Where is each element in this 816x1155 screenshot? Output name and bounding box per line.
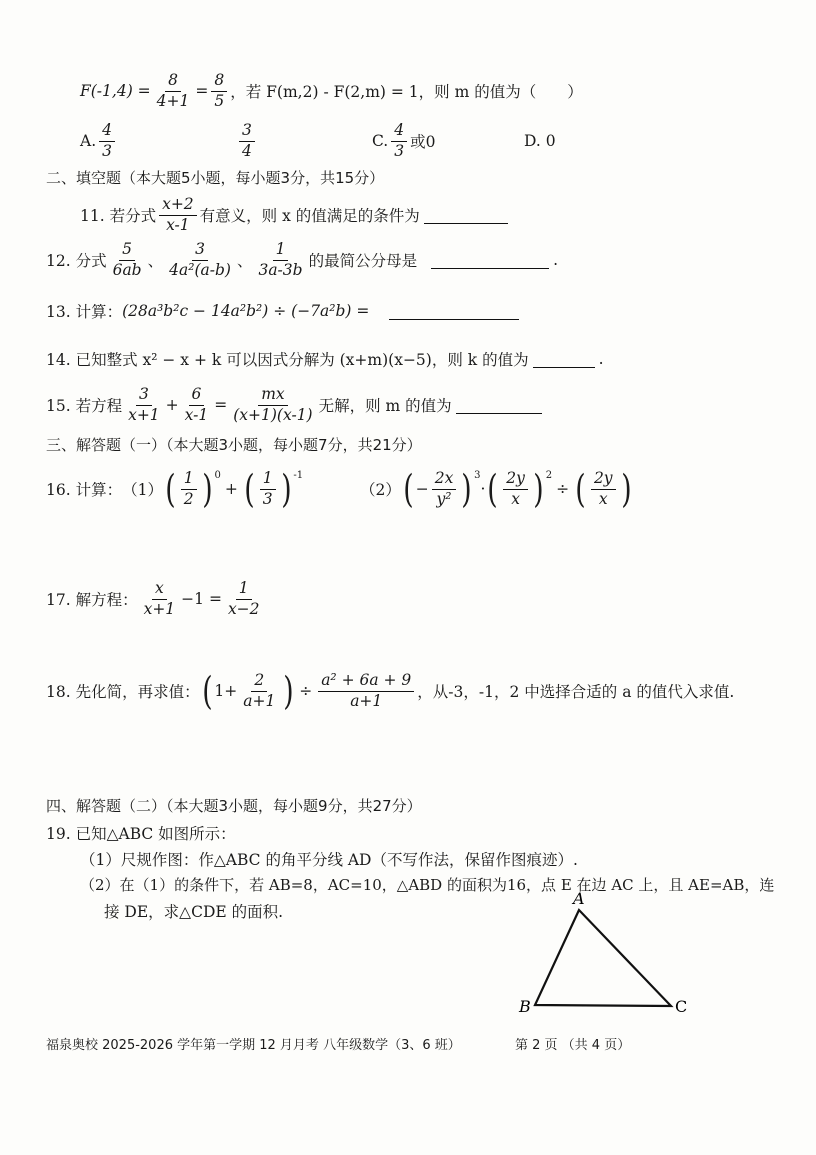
q19-line3: （2）在（1）的条件下，若 AB=8，AC=10，△ABD 的面积为16，点 E 在边 AC 上，且 AE=AB，连 bbox=[80, 876, 775, 894]
triangle-abc bbox=[535, 910, 671, 1006]
footer-page-number: 第 2 页 （共 4 页） bbox=[515, 1038, 631, 1053]
q10-stem: F(-1,4) = $\frac{8}{4+1}$ = $\frac{8}{5}$ ，若 F(m,2) - F(2,m) = 1，则 m 的值为（ ） bbox=[80, 71, 583, 110]
q10-option-a: A. $\frac{4}{3}$ bbox=[80, 122, 118, 161]
q19-line4: 接 DE，求△CDE 的面积. bbox=[104, 903, 284, 921]
vertex-a-label: A bbox=[573, 890, 585, 908]
section-2-heading: 二、填空题（本大题5小题，每小题3分，共15分） bbox=[46, 169, 385, 187]
q12: 12. 分式 $\frac{5}{6ab}$ 、 $\frac{3}{\text{4a²(a-b)}}$ 、 $\frac{1}{3a-3b}$ 的最简公分母是 . bbox=[46, 240, 559, 279]
q17: 17. 解方程： $\frac{x}{x+1}$ −1 = $\frac{1}{x-2}$ bbox=[46, 579, 260, 618]
q13: 13. 计算： (28a³b²c − 14a²b²) ÷ (−7a²b) = bbox=[46, 300, 523, 322]
q19-line2: （1）尺规作图：作△ABC 的角平分线 AD（不写作法，保留作图痕迹）. bbox=[80, 851, 578, 869]
footer-school: 福泉奥校 2025-2026 学年第一学期 12 月月考 八年级数学（3、6 班） bbox=[46, 1038, 461, 1053]
q10-option-d: D. 0 bbox=[524, 132, 556, 150]
answer-blank[interactable] bbox=[389, 303, 519, 320]
answer-blank[interactable] bbox=[431, 252, 549, 269]
q14: 14. 已知整式 x² − x + k 可以因式分解为 (x+m)(x−5)，则 k 的值为 . bbox=[46, 350, 604, 369]
q16-part2: （2） ( − $\frac{2x}{\text{y²}}$ ) $^3$ · ( $\frac{2y}{x}$ ) $^2$ ÷ ( $\frac{2y}{x}$ ) bbox=[360, 467, 632, 512]
section-3-heading: 三、解答题（一）（本大题3小题，每小题7分，共21分） bbox=[46, 436, 422, 454]
vertex-c-label: C bbox=[675, 997, 688, 1016]
fraction: $\frac{8}{4+1}$ bbox=[156, 71, 190, 110]
q19-line1: 19. 已知△ABC 如图所示： bbox=[46, 825, 236, 843]
vertex-b-label: B bbox=[519, 997, 531, 1016]
q11: 11. 若分式 $\frac{x+2}{x-1}$ 有意义，则 x 的值满足的条件为 bbox=[80, 196, 512, 235]
section-4-heading: 四、解答题（二）（本大题3小题，每小题9分，共27分） bbox=[46, 797, 422, 815]
q10-option-c: C. $\frac{4}{3}$ 或0 bbox=[372, 121, 436, 160]
answer-blank[interactable] bbox=[533, 351, 595, 368]
triangle-abc-figure bbox=[515, 890, 705, 1025]
answer-blank[interactable] bbox=[424, 207, 508, 224]
fraction: $\frac{8}{5}$ bbox=[211, 72, 227, 111]
q15: 15. 若方程 $\frac{3}{x+1}$ + $\frac{6}{x-1}$ = $\frac{mx}{(x+1)(x-1)}$ 无解，则 m 的值为 bbox=[46, 386, 546, 425]
q16-part1: 16. 计算： （1） ( $\frac{1}{2}$ ) $^0$ + ( $\frac{1}{3}$ ) $^{-1}$ bbox=[46, 467, 304, 512]
answer-blank[interactable] bbox=[456, 397, 542, 414]
q18: 18. 先化简，再求值： ( 1+ $\frac{2}{a+1}$ ) ÷ $\frac{\text{a² + 6a + 9}}{a+1}$ ，从-3，-1，2 中选择合适的 a 的值代入求值. bbox=[46, 669, 735, 714]
q10-option-b: $\frac{3}{4}$ bbox=[236, 122, 258, 161]
